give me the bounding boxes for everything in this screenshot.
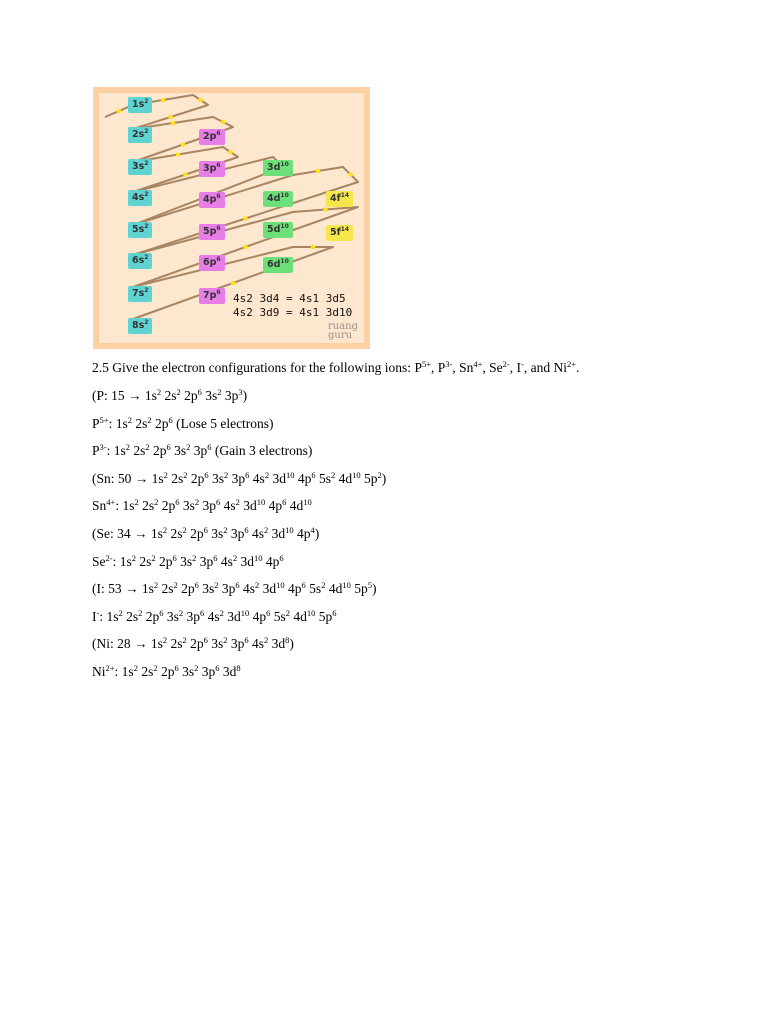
orbital-4p: $4p^6$ xyxy=(199,192,225,208)
orbital-6s: $6s^2$ xyxy=(128,253,152,269)
path-dot xyxy=(176,152,181,157)
path-dot xyxy=(183,172,188,177)
path-dot xyxy=(243,245,248,250)
orbital-7p: $7p^6$ xyxy=(199,288,225,304)
path-dot xyxy=(243,216,248,221)
orbital-6d: $6d^{10}$ xyxy=(263,257,293,273)
answer-line: (Sn: $50 \to 1s^2$ $2s^2$ $2p^6$ $3s^2$ $3p^6$ $4s^2$ $3d^{10}$ $4p^6$ $5s^2$ $4d^{10}$ $5p^2$) xyxy=(92,469,387,486)
answer-line: $P^{3-}$: $1s^2$ $2s^2$ $2p^6$ $3s^2$ $3p^6$ (Gain 3 electrons) xyxy=(92,442,313,459)
path-dot xyxy=(117,109,122,114)
path-dot xyxy=(228,150,233,155)
answer-line: (Ni: $28 \to 1s^2$ $2s^2$ $2p^6$ $3s^2$ $3p^6$ $4s^2$ $3d^8$) xyxy=(92,635,294,652)
path-dot xyxy=(348,172,353,177)
answer-line: I-: $1s^2$ $2s^2$ $2p^6$ $3s^2$ $3p^6$ $4s^2$ $3d^{10}$ $4p^6$ $5s^2$ $4d^{10}$ $5p^6$ xyxy=(92,607,337,624)
orbital-3d: $3d^{10}$ xyxy=(263,160,293,176)
orbital-5f: $5f^{14}$ xyxy=(326,225,353,241)
watermark-line-1: ruang xyxy=(328,321,359,332)
path-dot xyxy=(323,207,328,212)
orbital-2p: $2p^6$ xyxy=(199,129,225,145)
watermark-line-2: guru xyxy=(328,330,353,341)
exception-note-2: 4s2 3d9 = 4s1 3d10 xyxy=(233,306,353,319)
orbital-1s: $1s^2$ xyxy=(128,97,152,113)
aufbau-diagram xyxy=(93,87,370,349)
path-dot xyxy=(221,120,226,125)
path-dot xyxy=(231,281,236,286)
orbital-2s: $2s^2$ xyxy=(128,127,152,143)
answer-line: (Se: $34 \to 1s^2$ $2s^2$ $2p^6$ $3s^2$ $3p^6$ $4s^2$ $3d^{10}$ $4p^4$) xyxy=(92,525,320,541)
path-dot xyxy=(198,98,203,103)
answer-line: $P^{5+}$: $1s^2$ $2s^2$ $2p^6$ (Lose 5 electrons) xyxy=(92,414,274,431)
path-dot xyxy=(311,245,316,250)
answer-line: $Sn^{4+}$: $1s^2$ $2s^2$ $2p^6$ $3s^2$ $3p^6$ $4s^2$ $3d^{10}$ $4p^6$ $4d^{10}$ xyxy=(92,497,312,514)
orbital-6p: $6p^6$ xyxy=(199,255,225,271)
orbital-3s: $3s^2$ xyxy=(128,159,152,175)
question-text: 2.5 Give the electron configurations for the following ions: $P^{5+}$, $P^{3-}$, $Sn^{4+}$, $Se^{2-}$, I-, and $Ni^{2+}$. xyxy=(92,359,580,375)
orbital-5s: $5s^2$ xyxy=(128,222,152,238)
exception-note-1: 4s2 3d4 = 4s1 3d5 xyxy=(233,292,346,305)
orbital-8s: $8s^2$ xyxy=(128,318,152,334)
watermark-logo xyxy=(328,322,368,340)
orbital-4d: $4d^{10}$ xyxy=(263,191,293,207)
path-dot xyxy=(316,169,321,174)
answer-line: (I: $53 \to 1s^2$ $2s^2$ $2p^6$ $3s^2$ $3p^6$ $4s^2$ $3d^{10}$ $4p^6$ $5s^2$ $4d^{10}$ $5p^5$) xyxy=(92,580,377,597)
path-dot xyxy=(181,142,186,147)
answer-line: $Ni^{2+}$: $1s^2$ $2s^2$ $2p^6$ $3s^2$ $3p^6$ $3d^8$ xyxy=(92,663,241,679)
path-dot xyxy=(168,115,173,120)
orbital-3p: $3p^6$ xyxy=(199,161,225,177)
answer-line: $Se^{2-}$: $1s^2$ $2s^2$ $2p^6$ $3s^2$ $3p^6$ $4s^2$ $3d^{10}$ $4p^6$ xyxy=(92,552,284,569)
orbital-5d: $5d^{10}$ xyxy=(263,222,293,238)
orbital-4s: $4s^2$ xyxy=(128,190,152,206)
orbital-7s: $7s^2$ xyxy=(128,286,152,302)
orbital-5p: $5p^6$ xyxy=(199,224,225,240)
answer-line: (P: $15 \to 1s^2$ $2s^2$ $2p^6$ $3s^2$ $3p^3$) xyxy=(92,387,248,403)
orbital-4f: $4f^{14}$ xyxy=(326,191,353,207)
path-dot xyxy=(171,121,176,126)
path-dot xyxy=(161,98,166,103)
